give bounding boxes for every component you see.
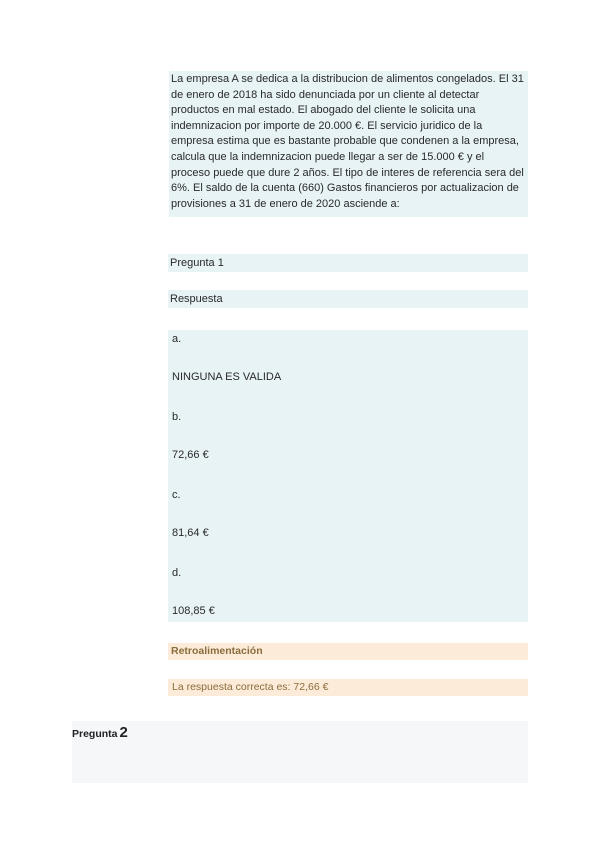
question-text: La empresa A se dedica a la distribucion de alimentos congelados. El 31 de enero de 2018 ha sido denunciada por un cliente al detectar productos en mal estado. El abogado del cliente le solicita una indemnizacion por importe de 20.000 €. El servicio juridico de la empresa estima que es bastante probable que condenen a la empresa, calcula que la indemnizacion puede llegar a ser de 15.000 € y el proceso puede que dure 2 años. El tipo de interes de referencia sera del 6%. El saldo de la cuenta (660) Gastos financieros por actualizacion de provisiones a 31 de enero de 2020 asciende a: [169,71,528,217]
next-question-label [72,724,128,741]
option-c-letter[interactable]: c. [172,489,181,501]
option-b-letter[interactable]: b. [172,411,182,423]
option-b-text[interactable]: 72,66 € [172,449,209,461]
option-d-text[interactable]: 108,85 € [172,605,215,617]
option-d-letter[interactable]: d. [172,567,182,579]
option-c-text[interactable]: 81,64 € [172,527,209,539]
response-label: Respuesta [168,290,528,308]
option-a-letter[interactable]: a. [172,333,182,345]
next-question-panel [72,721,528,783]
option-a-text[interactable]: NINGUNA ES VALIDA [172,371,282,383]
question-label: Pregunta 1 [168,254,528,272]
next-question-prefix: Pregunta [72,728,118,740]
feedback-title: Retroalimentación [168,643,528,660]
answer-options [168,330,528,622]
feedback-text: La respuesta correcta es: 72,66 € [168,679,528,696]
next-question-number: 2 [119,724,128,741]
